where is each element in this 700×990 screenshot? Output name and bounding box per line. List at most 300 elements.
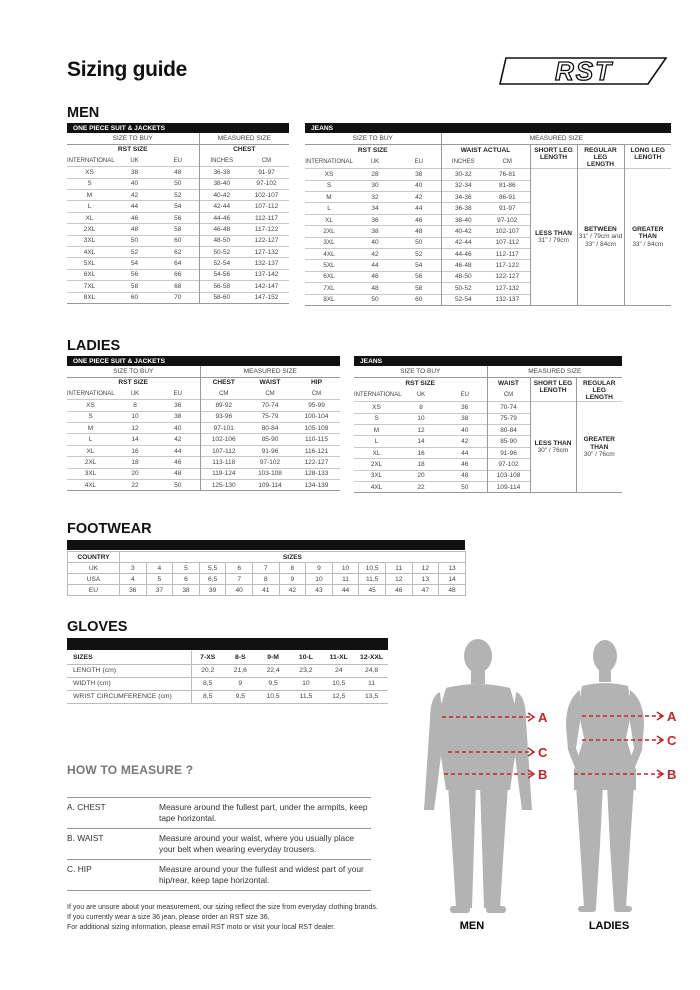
table-cell: 5XL [305, 260, 353, 271]
table-row [67, 434, 340, 445]
table-cell: S [67, 411, 114, 422]
table-cell: 5,5 [199, 563, 226, 574]
table-cell: 8,5 [191, 690, 224, 703]
table-cell: 36 [443, 402, 487, 413]
table-row [67, 281, 289, 292]
table-cell: 2XL [305, 226, 353, 237]
table-cell: 8-S [224, 651, 257, 664]
table-cell: 137-142 [244, 269, 289, 280]
table-row [68, 563, 466, 574]
table-cell: 41 [252, 585, 279, 596]
table-cell: 58 [112, 281, 157, 292]
table-cell: 52-54 [199, 258, 244, 269]
table-cell: 127-132 [485, 283, 530, 294]
table-cell: 11 [385, 563, 412, 574]
table-cell: 147-152 [244, 292, 289, 303]
table-row [68, 574, 466, 585]
table-cell: 5 [173, 563, 200, 574]
table-cell: 20 [114, 468, 156, 479]
table-cell: 4 [146, 563, 173, 574]
table-cell: 119-124 [200, 468, 247, 479]
ladies-jeans-rows [354, 402, 622, 493]
table-cell: 6,5 [199, 574, 226, 585]
table-cell: 42 [443, 436, 487, 447]
table-cell: 117-122 [244, 224, 289, 235]
table-cell: 38 [397, 169, 441, 180]
men-suit-bar: ONE PIECE SUIT & JACKETS [67, 123, 289, 133]
table-cell: 32-34 [441, 180, 485, 191]
table-cell: 85-90 [487, 436, 530, 447]
table-cell: 7-XS [191, 651, 224, 664]
table-cell: 18 [114, 457, 156, 468]
table-cell: 40 [112, 178, 157, 189]
table-cell: WIDTH (cm) [67, 677, 191, 690]
measure-key: C. HIP [67, 864, 92, 874]
measure-text: Measure around your the fullest and widest part of your hip/rear, keep tape horizontal. [159, 864, 364, 885]
ladies-figure-label: LADIES [588, 920, 630, 930]
table-cell: 122-127 [485, 271, 530, 282]
short-leg-cell: LESS THAN 30" / 76cm [530, 402, 576, 493]
table-cell: 7XL [305, 283, 353, 294]
table-cell: 13 [439, 563, 466, 574]
table-row [67, 247, 289, 258]
table-cell: 97-101 [200, 423, 247, 434]
table-cell: 2XL [67, 224, 112, 235]
table-row [68, 585, 466, 596]
table-cell: S [67, 178, 112, 189]
table-cell: 54-56 [199, 269, 244, 280]
table-cell: 47 [412, 585, 439, 596]
table-cell: 60 [112, 292, 157, 303]
table-cell: 112-117 [485, 248, 530, 259]
table-cell: 7 [252, 563, 279, 574]
table-cell: M [305, 192, 353, 203]
table-cell: SIZES [67, 651, 191, 664]
table-cell: 40 [226, 585, 253, 596]
men-figure [424, 639, 532, 913]
table-cell: 18 [399, 459, 443, 470]
table-cell: 5 [146, 574, 173, 585]
measure-item [67, 797, 371, 828]
table-cell: 54 [112, 258, 157, 269]
table-cell: 14 [439, 574, 466, 585]
table-cell: 91-97 [485, 203, 530, 214]
table-cell: 40 [443, 425, 487, 436]
table-cell: 4XL [354, 481, 399, 492]
table-cell: 38-40 [441, 214, 485, 225]
table-cell: 43 [306, 585, 333, 596]
table-cell: M [354, 425, 399, 436]
table-cell: L [305, 203, 353, 214]
table-cell: 11 [355, 677, 388, 690]
table-cell: 36 [156, 400, 200, 411]
table-cell: 134-139 [293, 480, 340, 491]
table-cell: 39 [199, 585, 226, 596]
table-row [67, 201, 289, 212]
table-cell: 62 [157, 247, 199, 258]
table-cell: 42 [353, 248, 397, 259]
rst-logo [498, 54, 674, 88]
table-cell: 91-97 [244, 167, 289, 178]
table-row [67, 269, 289, 280]
table-cell: 8 [399, 402, 443, 413]
table-cell: 50 [112, 235, 157, 246]
table-cell: 112-117 [244, 212, 289, 223]
table-cell: XS [67, 167, 112, 178]
short-leg-cell: LESS THAN 31" / 79cm [530, 169, 577, 306]
table-cell: XL [67, 212, 112, 223]
table-cell: 34 [353, 203, 397, 214]
measure-marker-label: B [538, 767, 548, 782]
table-cell: 128-133 [293, 468, 340, 479]
table-cell: 44 [156, 445, 200, 456]
how-to-measure-heading: HOW TO MEASURE ? [67, 763, 194, 777]
table-cell: 48 [397, 226, 441, 237]
table-row [67, 411, 340, 422]
table-cell: 102-107 [485, 226, 530, 237]
table-cell: 6XL [67, 269, 112, 280]
table-cell: 58 [157, 224, 199, 235]
table-cell: 2XL [67, 457, 114, 468]
table-cell: 3XL [354, 470, 399, 481]
gloves-table [67, 651, 388, 704]
table-cell: 22 [399, 481, 443, 492]
table-row [67, 457, 340, 468]
table-cell: 70 [157, 292, 199, 303]
ladies-suit-bar: ONE PIECE SUIT & JACKETS [67, 356, 340, 366]
long-leg-cell: GREATER THAN 33" / 84cm [624, 169, 671, 306]
table-cell: 22 [114, 480, 156, 491]
table-row [67, 167, 289, 178]
table-cell: 10,5 [257, 690, 290, 703]
table-cell: 56-58 [199, 281, 244, 292]
table-cell: 12 [399, 425, 443, 436]
men-jeans-bar: JEANS [305, 123, 671, 133]
table-cell: 24 [322, 664, 355, 677]
table-cell: 21,6 [224, 664, 257, 677]
table-cell: 42-44 [441, 237, 485, 248]
table-cell: 46 [112, 212, 157, 223]
table-cell: 44 [332, 585, 359, 596]
table-cell: 38 [443, 413, 487, 424]
table-cell: 80-84 [487, 425, 530, 436]
table-cell: 40 [156, 423, 200, 434]
table-cell: 50 [443, 481, 487, 492]
measure-text: Measure around your waist, where you usually place your belt when wearing everyday trousers. [159, 833, 355, 854]
table-cell: 58-60 [199, 292, 244, 303]
table-cell: 10 [332, 563, 359, 574]
table-cell: 16 [399, 447, 443, 458]
table-cell: 38 [353, 226, 397, 237]
measure-marker-label: C [538, 745, 548, 760]
table-cell: XL [354, 447, 399, 458]
table-cell: 24,8 [355, 664, 388, 677]
table-cell: 56 [397, 271, 441, 282]
gloves-header-row [67, 651, 388, 664]
table-cell: 12 [385, 574, 412, 585]
table-cell: 81-86 [485, 180, 530, 191]
logo-text: RST [555, 56, 613, 86]
table-cell: 46 [353, 271, 397, 282]
table-row [67, 235, 289, 246]
table-cell: 14 [114, 434, 156, 445]
table-cell: L [67, 434, 114, 445]
table-cell: 75-79 [487, 413, 530, 424]
table-cell: 97-102 [244, 178, 289, 189]
table-cell: 2XL [354, 459, 399, 470]
table-row [67, 480, 340, 491]
table-cell: 132-137 [244, 258, 289, 269]
table-cell: 30-32 [441, 169, 485, 180]
table-cell: 12-XXL [355, 651, 388, 664]
page-title: Sizing guide [67, 58, 188, 81]
table-cell: 13,5 [355, 690, 388, 703]
table-cell: 38 [112, 167, 157, 178]
table-cell: 37 [146, 585, 173, 596]
table-cell: 46 [156, 457, 200, 468]
table-row [305, 169, 671, 180]
table-cell: 38-40 [199, 178, 244, 189]
table-cell: 54 [397, 260, 441, 271]
table-cell: 44 [112, 201, 157, 212]
table-cell: XS [305, 169, 353, 180]
table-cell: 6 [226, 563, 253, 574]
table-cell: 28 [353, 169, 397, 180]
table-cell: 50 [397, 237, 441, 248]
measure-key: B. WAIST [67, 833, 104, 843]
table-cell: 75-79 [247, 411, 293, 422]
table-cell: XL [305, 214, 353, 225]
table-cell: 45 [359, 585, 386, 596]
table-cell: XS [67, 400, 114, 411]
table-cell: 12,5 [322, 690, 355, 703]
table-cell: 64 [157, 258, 199, 269]
table-cell: 54 [157, 201, 199, 212]
table-cell: 52 [397, 248, 441, 259]
table-cell: 9,5 [224, 690, 257, 703]
table-cell: 52 [157, 190, 199, 201]
table-row [67, 690, 388, 703]
table-cell: XL [67, 445, 114, 456]
measure-list [67, 797, 371, 891]
table-cell: 48-50 [199, 235, 244, 246]
table-cell: UK [68, 563, 120, 574]
table-cell: 10 [399, 413, 443, 424]
table-cell: 68 [157, 281, 199, 292]
table-cell: 11,5 [359, 574, 386, 585]
ladies-figure [566, 640, 644, 912]
table-cell: 40-42 [199, 190, 244, 201]
table-cell: 42-44 [199, 201, 244, 212]
table-cell: 89-92 [200, 400, 247, 411]
sizing-note-2: For additional sizing information, please email RST moto or visit your local RST dealer. [67, 923, 336, 931]
gloves-heading: GLOVES [67, 619, 128, 635]
table-row [67, 664, 388, 677]
table-cell: 36-38 [441, 203, 485, 214]
measure-text: Measure around the fullest part, under the armpits, keep tape horizontal. [159, 802, 368, 823]
table-cell: 8 [279, 563, 306, 574]
table-cell: 44-46 [199, 212, 244, 223]
table-row [67, 258, 289, 269]
table-cell: 46-48 [199, 224, 244, 235]
table-cell: 52 [112, 247, 157, 258]
men-suit-table: ONE PIECE SUIT & JACKETS SIZE TO BUY MEASURED SIZE RST SIZE CHEST INTERNATIONAL UK EU INCHES CM XS 38 48 36-38 91-97 S 40 50 38-40 97-102 M 42 52 40-42 102-107 L 44 54 42-44 107-112 XL 46 56 44-46 112-117 2XL 48 58 46-48 117-122 3XL 50 60 48-50 122-127 4XL 52 62 50-52 127-132 5XL 54 64 52-54 132-137 6XL 56 66 54-56 137-142 7XL 58 68 56-58 142-147 8XL 60 70 58-60 147-152 [67, 123, 289, 304]
table-cell: 60 [157, 235, 199, 246]
table-cell: 80-84 [247, 423, 293, 434]
table-cell: 52-54 [441, 294, 485, 305]
table-cell: 5XL [67, 258, 112, 269]
table-cell: 110-115 [293, 434, 340, 445]
table-cell: 46 [397, 214, 441, 225]
table-cell: 127-132 [244, 247, 289, 258]
table-cell: 10 [306, 574, 333, 585]
table-cell: 10 [290, 677, 323, 690]
table-cell: 12 [412, 563, 439, 574]
ladies-jeans-table: JEANS SIZE TO BUY MEASURED SIZE RST SIZE WAIST SHORT LEG LENGTH REGULAR LEG LENGTH INTERNATIONAL UK EU CM XS 8 36 70-74 LESS THAN 30" / 76cm GREATER THAN 30" / 76cm S 10 38 75-79 M 12 40 80-84 L 14 42 85-90 XL 16 44 91-96 2XL 18 46 97-102 3XL 20 48 103-108 4XL 22 50 109-114 [354, 356, 622, 493]
table-cell: 4XL [305, 248, 353, 259]
table-cell: L [67, 201, 112, 212]
table-cell: 9 [279, 574, 306, 585]
table-cell: 48 [353, 283, 397, 294]
table-cell: 30 [353, 180, 397, 191]
table-cell: 42 [279, 585, 306, 596]
table-cell: 56 [112, 269, 157, 280]
measure-item [67, 859, 371, 891]
table-cell: 7 [226, 574, 253, 585]
table-cell: 113-118 [200, 457, 247, 468]
table-cell: 70-74 [487, 402, 530, 413]
table-cell: 3XL [67, 235, 112, 246]
table-cell: 102-107 [244, 190, 289, 201]
table-cell: 36 [120, 585, 147, 596]
regular-leg-cell: GREATER THAN 30" / 76cm [576, 402, 622, 493]
measure-marker-label: B [667, 767, 677, 782]
table-cell: 16 [114, 445, 156, 456]
table-cell: M [67, 190, 112, 201]
table-cell: 8XL [67, 292, 112, 303]
table-cell: 23,2 [290, 664, 323, 677]
table-cell: 12 [114, 423, 156, 434]
ladies-suit-rows [67, 400, 340, 491]
table-cell: 50 [353, 294, 397, 305]
table-cell: 42 [112, 190, 157, 201]
table-cell: 9-M [257, 651, 290, 664]
measure-marker-label: A [538, 710, 548, 725]
table-cell: 3 [120, 563, 147, 574]
table-row [67, 292, 289, 303]
table-cell: 20 [399, 470, 443, 481]
men-heading: MEN [67, 105, 100, 121]
table-cell: 10,5 [359, 563, 386, 574]
table-row [67, 423, 340, 434]
table-cell: 9 [224, 677, 257, 690]
gloves-bar [67, 638, 388, 650]
table-cell: 76-81 [485, 169, 530, 180]
table-cell: 97-102 [487, 459, 530, 470]
table-cell: 103-108 [487, 470, 530, 481]
table-cell: 58 [397, 283, 441, 294]
table-cell: 95-99 [293, 400, 340, 411]
table-cell: 60 [397, 294, 441, 305]
ladies-heading: LADIES [67, 338, 121, 354]
table-cell: 4 [120, 574, 147, 585]
table-cell: 48 [443, 470, 487, 481]
table-cell: EU [68, 585, 120, 596]
table-cell: 142-147 [244, 281, 289, 292]
table-cell: M [67, 423, 114, 434]
table-cell: 42 [397, 192, 441, 203]
table-cell: 3XL [305, 237, 353, 248]
table-cell: 46 [385, 585, 412, 596]
table-row [67, 178, 289, 189]
men-suit-rows [67, 167, 289, 304]
regular-leg-cell: BETWEEN 31" / 79cm and 33" / 84cm [577, 169, 624, 306]
table-cell: 48-50 [441, 271, 485, 282]
table-cell: 48 [157, 167, 199, 178]
table-cell: L [354, 436, 399, 447]
ladies-jeans-bar: JEANS [354, 356, 622, 366]
table-cell: 107-112 [200, 445, 247, 456]
table-cell: 10,5 [322, 677, 355, 690]
table-cell: USA [68, 574, 120, 585]
body-figures [400, 630, 700, 930]
table-cell: 122-127 [244, 235, 289, 246]
table-row [354, 402, 622, 413]
men-jeans-table: JEANS SIZE TO BUY MEASURED SIZE RST SIZE WAIST ACTUAL SHORT LEG LENGTH REGULAR LEG LENGTH LONG LEG LENGTH INTERNATIONAL UK EU INCHES CM XS 28 38 30-32 76-81 LESS THAN 31" / 79cm BETWEEN 31" / 79cm and 33" / 84cm GREATER THAN 33" / 84cm S 30 40 32-34 81-86 M 32 42 34-36 86-91 L 34 44 36-38 91-97 XL 36 46 38-40 97-102 2XL 38 48 40-42 102-107 3XL 40 50 42-44 107-112 4XL 42 52 44-46 112-117 5XL 44 54 46-48 117-122 6XL 46 56 48-50 122-127 7XL 48 58 50-52 127-132 8XL 50 60 52-54 132-137 [305, 123, 671, 306]
table-cell: 36 [353, 214, 397, 225]
table-cell: 125-130 [200, 480, 247, 491]
table-cell: 11-XL [322, 651, 355, 664]
table-cell: 103-108 [247, 468, 293, 479]
table-cell: 117-122 [485, 260, 530, 271]
table-cell: 132-137 [485, 294, 530, 305]
table-cell: 50 [156, 480, 200, 491]
table-cell: 46 [443, 459, 487, 470]
table-cell: 8,5 [191, 677, 224, 690]
table-cell: 116-121 [293, 445, 340, 456]
table-cell: 14 [399, 436, 443, 447]
table-cell: 50-52 [441, 283, 485, 294]
table-cell: 85-90 [247, 434, 293, 445]
table-cell: 86-91 [485, 192, 530, 203]
table-cell: 91-96 [247, 445, 293, 456]
table-cell: 50 [157, 178, 199, 189]
sizing-note-1: If you are unsure about your measurement, our sizing reflect the size from everyday clothing brands. If you currently wear a size 36 jean, please order an RST size 36. [67, 904, 378, 921]
ladies-suit-table: ONE PIECE SUIT & JACKETS SIZE TO BUY MEASURED SIZE RST SIZE CHEST WAIST HIP INTERNATIONAL UK EU CM CM CM XS 8 36 89-92 70-74 95-99 S 10 38 93-96 75-79 100-104 M 12 40 97-101 80-84 105-109 L 14 42 102-106 85-90 110-115 XL 16 44 107-112 91-96 116-121 2XL 18 46 113-118 97-102 122-127 3XL 20 48 119-124 103-108 128-133 4XL 22 50 125-130 109-114 134-139 [67, 356, 340, 491]
measure-marker-label: C [667, 733, 677, 748]
table-cell: S [305, 180, 353, 191]
table-cell: 109-114 [247, 480, 293, 491]
table-cell: 36-38 [199, 167, 244, 178]
table-cell: 100-104 [293, 411, 340, 422]
table-cell: 107-112 [485, 237, 530, 248]
table-row [67, 212, 289, 223]
table-cell: 8 [252, 574, 279, 585]
footwear-table: COUNTRY SIZES UK 3 4 5 5,5 6 7 8 9 10 10,5 11 12 13 USA 4 5 6 6,5 7 8 9 10 11 11,5 12 13 14 EU 36 37 38 39 40 41 42 43 44 45 46 47 48 [67, 551, 466, 596]
table-cell: 91-96 [487, 447, 530, 458]
table-cell: 13 [412, 574, 439, 585]
table-cell: 50-52 [199, 247, 244, 258]
table-cell: 48 [112, 224, 157, 235]
table-cell: 11 [332, 574, 359, 585]
table-cell: 32 [353, 192, 397, 203]
table-cell: 40-42 [441, 226, 485, 237]
table-cell: 10-L [290, 651, 323, 664]
sizing-note [67, 903, 383, 932]
measure-key: A. CHEST [67, 802, 106, 812]
table-cell: 4XL [67, 480, 114, 491]
table-row [67, 468, 340, 479]
